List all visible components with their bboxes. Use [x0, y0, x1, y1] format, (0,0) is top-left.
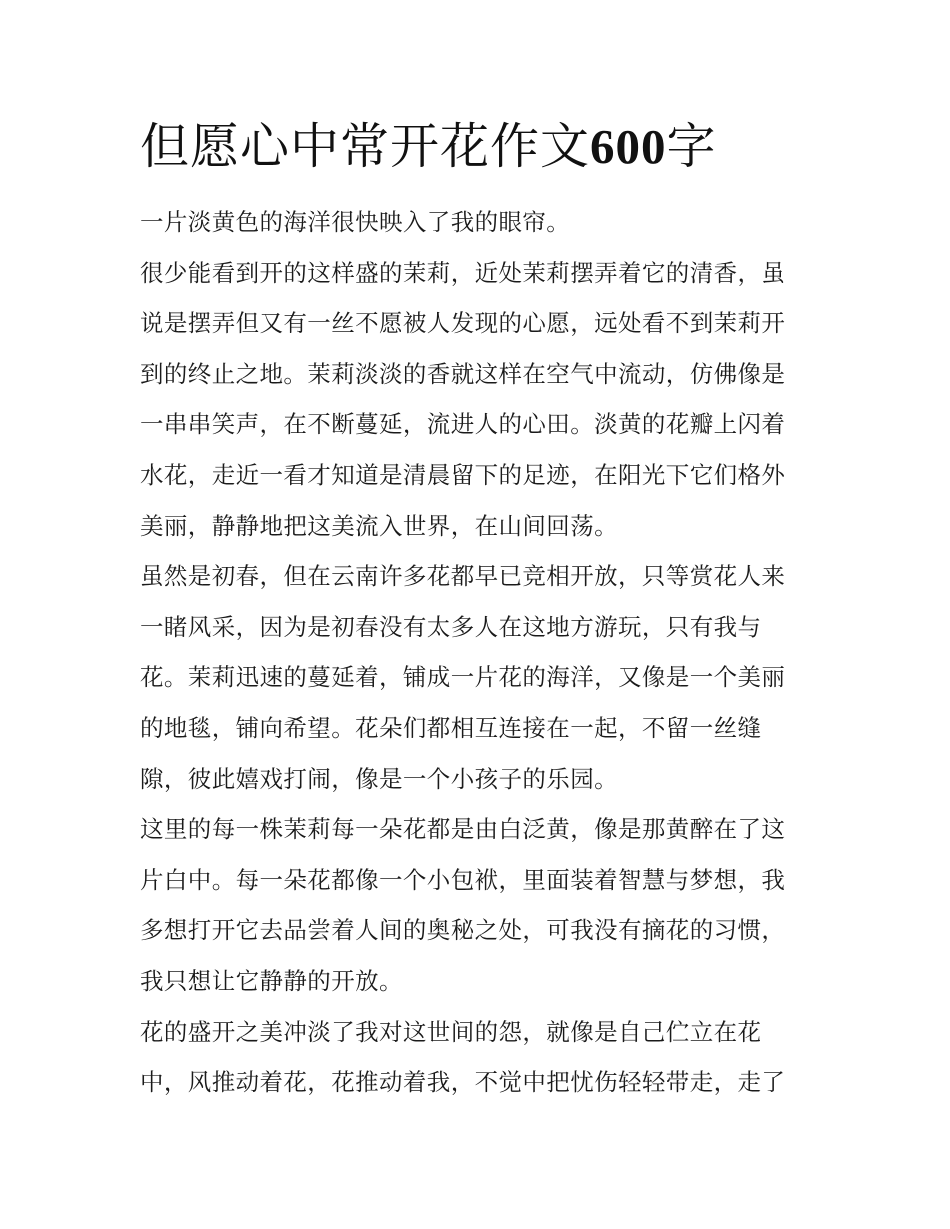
paragraph-line: 中，风推动着花，花推动着我，不觉中把忧伤轻轻带走，走了: [140, 1068, 786, 1096]
paragraph-line: 一片淡黄色的海洋很快映入了我的眼帘。: [140, 208, 571, 236]
paragraph-line: 的地毯，铺向希望。花朵们都相互连接在一起，不留一丝缝: [140, 714, 762, 742]
paragraph-line: 这里的每一株茉莉每一朵花都是由白泛黄，像是那黄醉在了这: [140, 815, 786, 843]
paragraph-line: 一串串笑声，在不断蔓延，流进人的心田。淡黄的花瓣上闪着: [140, 410, 786, 438]
paragraph-line: 美丽，静静地把这美流入世界，在山间回荡。: [140, 512, 618, 540]
paragraph-line: 花。茉莉迅速的蔓延着，铺成一片花的海洋，又像是一个美丽: [140, 663, 786, 691]
title-suffix: 字: [666, 118, 717, 175]
paragraph-line: 很少能看到开的这样盛的茉莉，近处茉莉摆弄着它的清香，虽: [140, 259, 786, 287]
paragraph-line: 我只想让它静静的开放。: [140, 967, 403, 995]
title-text: 但愿心中常开花作文: [140, 118, 591, 175]
paragraph-line: 说是摆弄但又有一丝不愿被人发现的心愿，远处看不到茉莉开: [140, 309, 786, 337]
paragraph-line: 隙，彼此嬉戏打闹，像是一个小孩子的乐园。: [140, 765, 618, 793]
paragraph-line: 多想打开它去品尝着人间的奥秘之处，可我没有摘花的习惯，: [140, 916, 786, 944]
paragraph-line: 花的盛开之美冲淡了我对这世间的怨，就像是自己伫立在花: [140, 1018, 762, 1046]
paragraph-line: 到的终止之地。茉莉淡淡的香就这样在空气中流动，仿佛像是: [140, 360, 786, 388]
paragraph-line: 虽然是初春，但在云南许多花都早已竞相开放，只等赏花人来: [140, 562, 786, 590]
paragraph-line: 一睹风采，因为是初春没有太多人在这地方游玩，只有我与: [140, 613, 762, 641]
document-title: [140, 112, 717, 182]
title-number: 600: [590, 119, 667, 174]
paragraph-line: 片白中。每一朵花都像一个小包袱，里面装着智慧与梦想，我: [140, 866, 786, 894]
paragraph-line: 水花，走近一看才知道是清晨留下的足迹，在阳光下它们格外: [140, 461, 786, 489]
